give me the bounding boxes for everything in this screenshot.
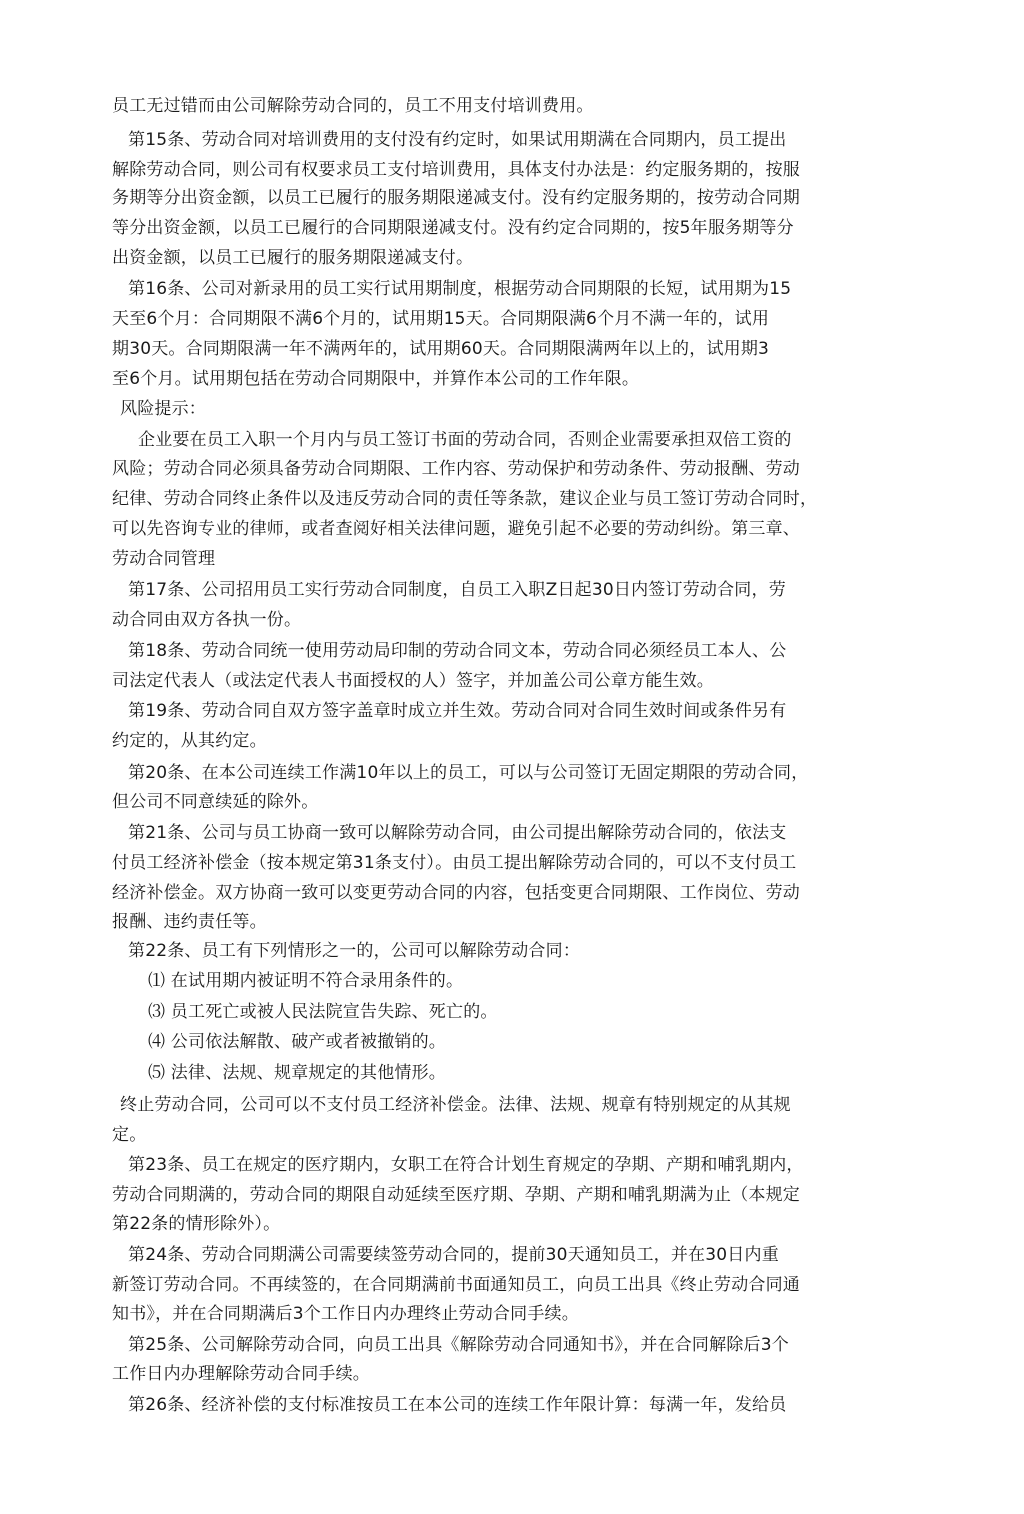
text-line: 第23条、员工在规定的医疗期内，女职工在符合计划生育规定的孕期、产期和哺乳期内，	[128, 1155, 804, 1175]
text-line: 动合同由双方各执一份。	[112, 610, 302, 630]
text-line: 解除劳动合同，则公司有权要求员工支付培训费用，具体支付办法是：约定服务期的，按服	[112, 160, 800, 180]
text-line: 付员工经济补偿金（按本规定第31条支付）。由员工提出解除劳动合同的，可以不支付员工	[112, 853, 797, 873]
text-line: 天至6个月：合同期限不满6个月的，试用期15天。合同期限满6个月不满一年的，试用	[112, 309, 770, 329]
text-line: 可以先咨询专业的律师，或者查阅好相关法律问题，避免引起不必要的劳动纠纷。第三章、	[112, 519, 800, 539]
text-line: 第17条、公司招用员工实行劳动合同制度，自员工入职Z日起30日内签订劳动合同，劳	[128, 580, 786, 600]
text-line: 第19条、劳动合同自双方签字盖章时成立并生效。劳动合同对合同生效时间或条件另有	[128, 701, 787, 721]
text-line: 第15条、劳动合同对培训费用的支付没有约定时，如果试用期满在合同期内，员工提出	[128, 130, 787, 150]
text-line: 员工无过错而由公司解除劳动合同的，员工不用支付培训费用。	[112, 96, 594, 116]
text-line: 司法定代表人（或法定代表人书面授权的人）签字，并加盖公司公章方能生效。	[112, 671, 714, 691]
text-line: 经济补偿金。双方协商一致可以变更劳动合同的内容，包括变更合同期限、工作岗位、劳动	[112, 883, 800, 903]
text-line: 务期等分出资金额，以员工已履行的服务期限递减支付。没有约定服务期的，按劳动合同期	[112, 188, 800, 208]
text-line: 第22条、员工有下列情形之一的，公司可以解除劳动合同：	[128, 941, 581, 961]
text-line: 第18条、劳动合同统一使用劳动局印制的劳动合同文本，劳动合同必须经员工本人、公	[128, 641, 787, 661]
text-line: 终止劳动合同，公司可以不支付员工经济补偿金。法律、法规、规章有特别规定的从其规	[120, 1095, 791, 1115]
text-line: 报酬、违约责任等。	[112, 912, 267, 932]
text-line: 知书》，并在合同期满后3个工作日内办理终止劳动合同手续。	[112, 1304, 579, 1324]
text-line: 第25条、公司解除劳动合同，向员工出具《解除劳动合同通知书》，并在合同解除后3个	[128, 1335, 789, 1355]
text-line: 第21条、公司与员工协商一致可以解除劳动合同，由公司提出解除劳动合同的，依法支	[128, 823, 787, 843]
list-item: ⑸ 法律、法规、规章规定的其他情形。	[148, 1063, 447, 1083]
text-line: 风险；劳动合同必须具备劳动合同期限、工作内容、劳动保护和劳动条件、劳动报酬、劳动	[112, 459, 800, 479]
text-line: 第16条、公司对新录用的员工实行试用期制度，根据劳动合同期限的长短，试用期为15	[128, 279, 792, 299]
text-line: 第22条的情形除外）。	[112, 1214, 281, 1234]
text-line: 约定的，从其约定。	[112, 731, 267, 751]
list-item: ⑴ 在试用期内被证明不符合录用条件的。	[148, 971, 464, 991]
text-line: 新签订劳动合同。不再续签的，在合同期满前书面通知员工，向员工出具《终止劳动合同通	[112, 1275, 800, 1295]
text-line: 劳动合同管理	[112, 549, 216, 569]
text-line: 出资金额，以员工已履行的服务期限递减支付。	[112, 248, 474, 268]
text-line: 风险提示：	[120, 399, 206, 419]
text-line: 第20条、在本公司连续工作满10年以上的员工，可以与公司签订无固定期限的劳动合同，	[128, 763, 809, 783]
text-line: 纪律、劳动合同终止条件以及违反劳动合同的责任等条款，建议企业与员工签订劳动合同时，	[112, 489, 818, 509]
text-line: 至6个月。试用期包括在劳动合同期限中，并算作本公司的工作年限。	[112, 369, 640, 389]
list-item: ⑶ 员工死亡或被人民法院宣告失踪、死亡的。	[148, 1002, 498, 1022]
text-line: 工作日内办理解除劳动合同手续。	[112, 1364, 370, 1384]
text-line: 第24条、劳动合同期满公司需要续签劳动合同的，提前30天通知员工，并在30日内重	[128, 1245, 779, 1265]
list-item: ⑷ 公司依法解散、破产或者被撤销的。	[148, 1032, 447, 1052]
text-line: 企业要在员工入职一个月内与员工签订书面的劳动合同，否则企业需要承担双倍工资的	[138, 430, 792, 450]
text-line: 但公司不同意续延的除外。	[112, 792, 319, 812]
text-line: 第26条、经济补偿的支付标准按员工在本公司的连续工作年限计算：每满一年，发给员	[128, 1395, 787, 1415]
text-line: 期30天。合同期限满一年不满两年的，试用期60天。合同期限满两年以上的，试用期3	[112, 339, 770, 359]
text-line: 劳动合同期满的，劳动合同的期限自动延续至医疗期、孕期、产期和哺乳期满为止（本规定	[112, 1185, 800, 1205]
text-line: 定。	[112, 1125, 147, 1145]
text-line: 等分出资金额，以员工已履行的合同期限递减支付。没有约定合同期的，按5年服务期等分	[112, 218, 794, 238]
